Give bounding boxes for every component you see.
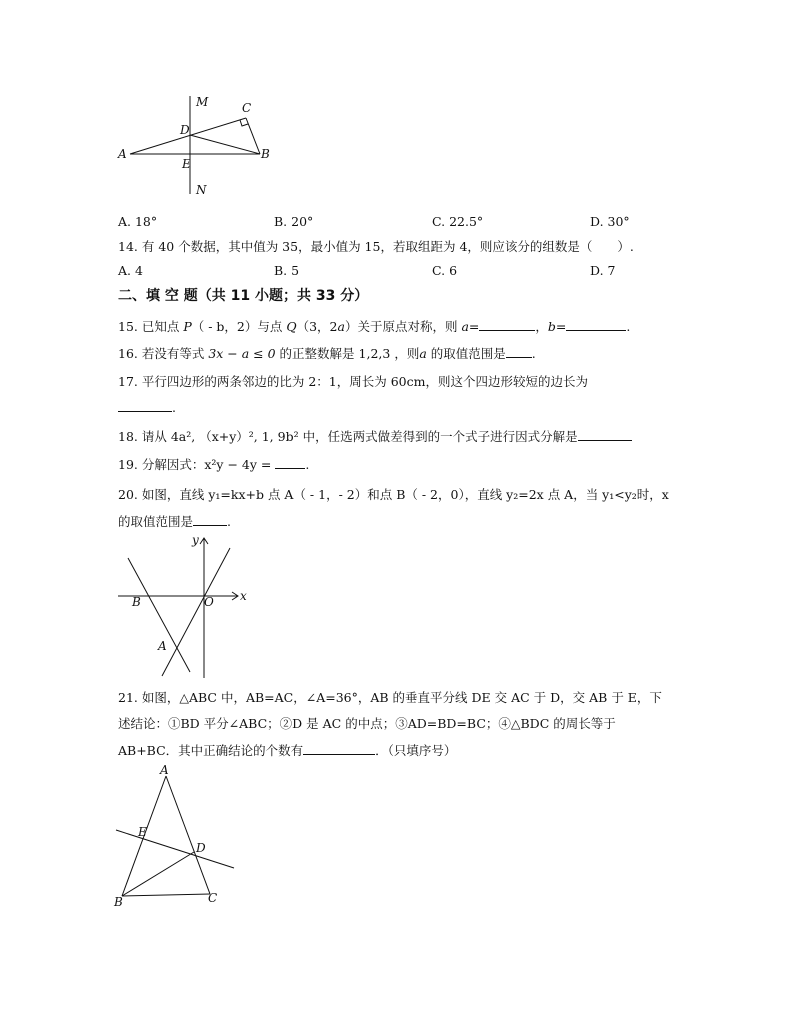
q14-option-a: A. 4 xyxy=(118,263,143,278)
label-B: B xyxy=(114,895,123,909)
q18-pre: 18. 请从 4a², （x+y）², 1, 9b² 中，任选两式做差得到的一个式子进行因式分解是 xyxy=(118,429,578,444)
q17-end: . xyxy=(172,400,176,415)
q14-option-b: B. 5 xyxy=(274,263,300,278)
q16-expr: 3x − a ≤ 0 xyxy=(208,346,276,361)
q16-end: 的取值范围是 xyxy=(426,346,506,361)
q21-pre: AB+BC．其中正确结论的个数有 xyxy=(118,743,304,758)
q20-pre: 的取值范围是 xyxy=(118,514,194,529)
q20-line1: 20. 如图，直线 y₁=kx+b 点 A（ - 1，- 2）和点 B（ - 2，0），直线 y₂=2x 点 A，当 y₁<y₂时，x xyxy=(118,487,669,502)
figure-perpendicular-bisector xyxy=(110,90,290,200)
q19-pre: 19. 分解因式：x²y − 4y = xyxy=(118,457,272,472)
q15-p3: ）关于原点对称，则 xyxy=(344,319,462,334)
q16-mid2: ，则 xyxy=(390,346,420,361)
label-B: B xyxy=(261,147,270,161)
label-A: A xyxy=(158,639,167,653)
label-D: D xyxy=(196,841,206,855)
label-C: C xyxy=(208,891,218,905)
q19-line xyxy=(118,455,309,474)
label-M: M xyxy=(196,95,209,109)
q15-sep: ， xyxy=(535,319,548,334)
q15-end: . xyxy=(626,319,631,334)
label-O: O xyxy=(204,595,214,609)
q21-line2: 述结论：①BD 平分∠ABC；②D 是 AC 的中点；③AD=BD=BC；④△BDC 的周长等于 xyxy=(118,716,616,731)
q16-dot: . xyxy=(531,346,536,361)
q15-p: P xyxy=(183,319,192,334)
q21-blank[interactable] xyxy=(303,741,375,755)
q16-a: a xyxy=(419,346,427,361)
q13-option-a: A. 18° xyxy=(118,214,158,229)
q13-option-d: D. 30° xyxy=(590,214,630,229)
q20-line2 xyxy=(118,512,231,531)
figure-isosceles-triangle xyxy=(108,762,244,912)
q20-blank[interactable] xyxy=(193,512,227,526)
section-heading: 二、填 空 题（共 11 小题；共 33 分） xyxy=(118,288,369,304)
q14-text: 14. 有 40 个数据，其中值为 35，最小值为 15，若取组距为 4，则应该分的组数是（ ）. xyxy=(118,239,634,254)
label-E: E xyxy=(182,157,191,171)
q17-answer-line xyxy=(118,398,176,417)
label-E: E xyxy=(138,825,147,839)
q14-option-d: D. 7 xyxy=(590,263,616,278)
q15-p2: （3，2 xyxy=(296,319,338,334)
q16-blank[interactable] xyxy=(506,344,532,358)
q17-text: 17. 平行四边形的两条邻边的比为 2：1，周长为 60cm，则这个四边形较短的边长为 xyxy=(118,374,588,389)
label-A: A xyxy=(160,763,169,777)
q15-blank-a[interactable] xyxy=(479,317,535,331)
q18-line xyxy=(118,427,632,446)
q15-a: a xyxy=(337,319,345,334)
q13-option-c: C. 22.5° xyxy=(432,214,484,229)
q21-end: ．（只填序号） xyxy=(375,743,457,758)
q14-option-c: C. 6 xyxy=(432,263,458,278)
q18-blank[interactable] xyxy=(578,427,632,441)
q19-blank[interactable] xyxy=(275,455,305,469)
q15-blank-b[interactable] xyxy=(566,317,626,331)
q13-option-b: B. 20° xyxy=(274,214,314,229)
q20-end: . xyxy=(227,514,231,529)
q15-q: Q xyxy=(286,319,297,334)
q21-line3 xyxy=(118,741,456,760)
q21-line1: 21. 如图，△ABC 中，AB=AC，∠A=36°，AB 的垂直平分线 DE 交 AC 于 D，交 AB 于 E，下 xyxy=(118,690,662,705)
q15-b: b xyxy=(547,319,556,334)
q15-eq1: = xyxy=(468,319,480,334)
label-y: y xyxy=(192,533,199,547)
label-x: x xyxy=(240,589,247,603)
figure-coordinate-lines xyxy=(110,530,260,682)
q16-vals: 1,2,3 xyxy=(358,346,391,361)
q15-eq2: = xyxy=(555,319,567,334)
q15-pre: 15. 已知点 xyxy=(118,319,184,334)
label-C: C xyxy=(242,101,252,115)
q15-p1: （ - b，2）与点 xyxy=(191,319,287,334)
q19-end: . xyxy=(305,457,310,472)
label-B: B xyxy=(132,595,141,609)
label-A: A xyxy=(118,147,127,161)
q16-line xyxy=(118,344,536,363)
label-D: D xyxy=(180,123,190,137)
label-N: N xyxy=(196,183,207,197)
q16-pre: 16. 若没有等式 xyxy=(118,346,209,361)
q16-mid: 的正整数解是 xyxy=(275,346,359,361)
q15-a2: a xyxy=(461,319,469,334)
q15-line xyxy=(118,317,630,336)
q17-blank[interactable] xyxy=(118,398,172,412)
